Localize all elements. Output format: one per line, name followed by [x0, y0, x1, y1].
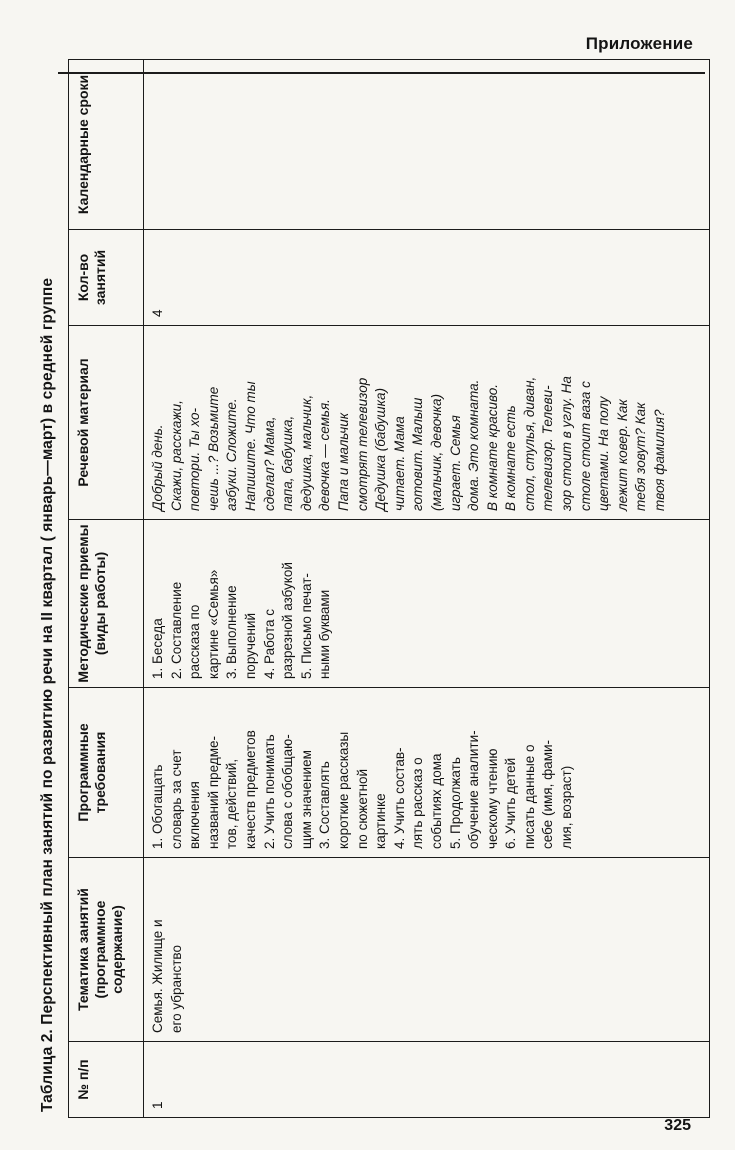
text-line: лять рассказ о — [410, 757, 426, 849]
text-line: 3. Выполнение — [224, 585, 240, 679]
text-line: чешь ...? Возьмите — [205, 386, 221, 511]
cell-speech-material — [144, 326, 710, 520]
text-line: повтори. Ты хо- — [187, 407, 203, 511]
text-line: готовит. Малыш — [410, 397, 426, 511]
text-line: поручений — [242, 612, 258, 679]
text-line: картине «Семья» — [205, 569, 221, 679]
section-title: Приложение — [585, 34, 693, 53]
text-line: по сюжетной — [354, 768, 370, 849]
cell-requirements — [144, 688, 710, 858]
text-line: рассказа по — [187, 604, 203, 679]
text-line: обучение аналити- — [466, 730, 482, 849]
plan-table — [68, 59, 710, 1118]
text-line: слова с обобщаю- — [280, 734, 296, 849]
text-line: качеств предметов — [242, 730, 258, 849]
text-line: стол, стулья, диван, — [521, 376, 537, 511]
text-line: 2. Учить понимать — [261, 734, 277, 849]
page-number: 325 — [664, 1117, 691, 1134]
text-line: сделал? Мама, — [261, 416, 277, 511]
text-line: 1. Обогащать — [150, 764, 165, 849]
col-header-topic: Тематика занятий (программное содержание) — [69, 858, 144, 1042]
text-line: названий предме- — [205, 735, 221, 849]
col-header-speech-material: Речевой материал — [69, 326, 144, 520]
text-line: включения — [187, 781, 203, 849]
text-line: лежит ковер. Как — [614, 399, 630, 511]
text-line: писать данные о — [521, 744, 537, 849]
text-line: тов, действий, — [224, 758, 240, 849]
col-header-dates: Календарные сроки — [69, 60, 144, 230]
text-line: цветами. На полу — [596, 396, 612, 511]
text-line: 1. Беседа — [150, 618, 165, 679]
text-line: 2. Составление — [168, 581, 184, 679]
text-line: 5. Продолжать — [447, 757, 463, 849]
text-line: событиях дома — [428, 753, 444, 849]
text-line: (мальчик, девочка) — [428, 394, 444, 511]
text-line: 6. Учить детей — [503, 757, 519, 849]
col-header-requirements: Программные требования — [69, 688, 144, 858]
text-line: 4. Работа с — [261, 608, 277, 679]
text-line: 3. Составлять — [317, 761, 333, 849]
table-caption: Таблица 2. Перспективный план занятий по развитию речи на II квартал ( январь—март) в средней группе — [39, 277, 56, 1112]
rotated-table-block — [28, 60, 714, 1118]
text-line: Дедушка (бабушка) — [373, 388, 389, 511]
text-line: себе (имя, фами- — [540, 739, 556, 849]
col-header-count: Кол-во занятий — [69, 230, 144, 326]
text-line: Папа и мальчик — [335, 412, 351, 511]
text-line: читает. Мама — [391, 416, 407, 511]
text-line: Напишите. Что ты — [242, 381, 258, 511]
text-line: разрезной азбукой — [280, 562, 296, 679]
text-line: играет. Семья — [447, 415, 463, 511]
text-line: щим значением — [298, 750, 314, 849]
text-line: зор стоит в углу. На — [559, 376, 575, 511]
text-line: папа, бабушка, — [280, 415, 296, 511]
cell-number: 1 — [144, 1042, 710, 1118]
text-line: Скажи, расскажи, — [168, 400, 184, 511]
text-line: словарь за счет — [168, 749, 184, 849]
text-line: ческому чтению — [484, 748, 500, 849]
col-header-number: № п/п — [69, 1042, 144, 1118]
text-line: твоя фамилия? — [652, 409, 668, 511]
text-line: дома. Это комната. — [466, 379, 482, 511]
text-line: его убранство — [168, 945, 184, 1033]
text-line: девочка — семья. — [317, 399, 333, 511]
text-line: телевизор. Телеви- — [540, 385, 556, 511]
text-line: ными буквами — [317, 589, 333, 679]
text-line: Семья. Жилище и — [150, 919, 165, 1033]
text-line: лия, возраст) — [559, 765, 575, 849]
cell-methods — [144, 520, 710, 688]
text-line: Добрый день. — [150, 424, 165, 511]
text-line: 4. Учить состав- — [391, 747, 407, 849]
text-line: В комнате красиво. — [484, 384, 500, 511]
text-line: 5. Письмо печат- — [298, 573, 314, 679]
text-line: смотрят телевизор — [354, 377, 370, 511]
text-line: В комнате есть — [503, 405, 519, 511]
text-line: азбуки. Сложите. — [224, 398, 240, 511]
text-line: тебя зовут? Как — [633, 402, 649, 511]
table-header-row — [69, 60, 144, 1118]
text-line: короткие рассказы — [335, 731, 351, 849]
cell-dates — [144, 60, 710, 230]
cell-count: 4 — [144, 230, 710, 326]
text-line: столе стоит ваза с — [577, 381, 593, 511]
text-line: картинке — [373, 793, 389, 849]
col-header-methods: Методические приемы (виды работы) — [69, 520, 144, 688]
cell-topic — [144, 858, 710, 1042]
table-row — [144, 60, 710, 1118]
text-line: дедушка, мальчик, — [298, 394, 314, 511]
